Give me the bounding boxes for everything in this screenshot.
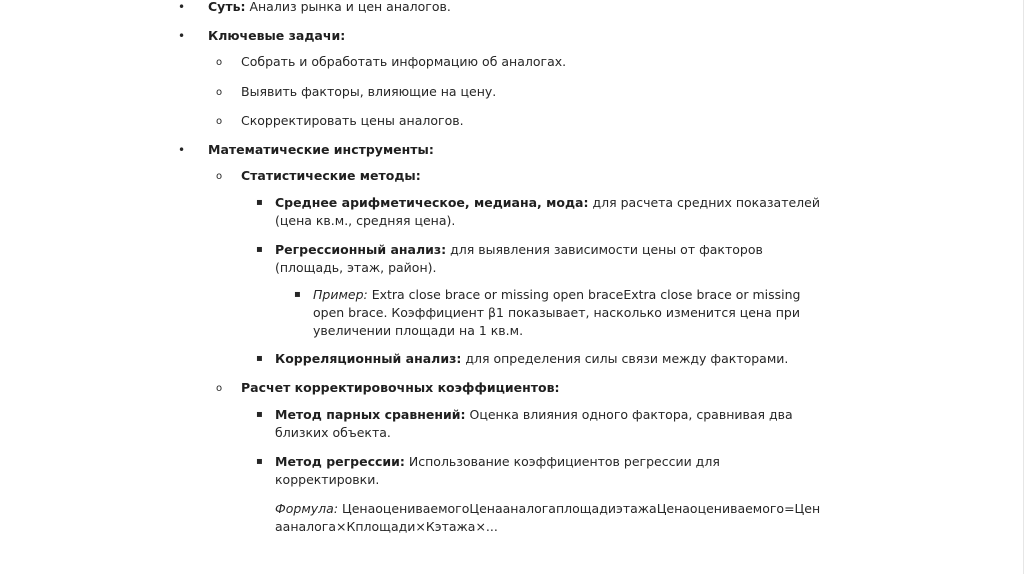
regression-label: Регрессионный анализ:: [275, 242, 447, 257]
regression-item: [256, 241, 763, 277]
example-item: [294, 286, 801, 340]
correlation-item: [256, 350, 789, 368]
example-label: Пример:: [313, 287, 368, 302]
math-tools-item: [178, 141, 434, 159]
bullet-marker: •: [178, 143, 186, 157]
pairs-method-text-continued: близких объекта.: [275, 425, 391, 440]
math-tools-label: Математические инструменты:: [208, 142, 434, 157]
square-bullet-marker: ▪: [256, 353, 263, 364]
regression-text-continued: (площадь, этаж, район).: [275, 260, 437, 275]
stat-methods-item: [216, 167, 421, 185]
essence-item: [178, 0, 451, 16]
coefficients-item: [216, 379, 560, 397]
formula-text-continued: ааналога×Кплощади×Кэтажа×...: [275, 519, 498, 534]
regression-method-text: Использование коэффициентов регрессии для: [404, 454, 720, 469]
regression-method-label: Метод регрессии:: [275, 454, 405, 469]
pairs-method-item: [256, 406, 793, 442]
pairs-method-text: Оценка влияния одного фактора, сравнивая два: [465, 407, 793, 422]
square-bullet-marker: ▪: [294, 289, 301, 300]
essence-text: Анализ рынка и цен аналогов.: [245, 0, 451, 14]
formula-label: Формула:: [275, 501, 339, 516]
key-task-list-item: [216, 53, 567, 71]
key-task-text: Собрать и обработать информацию об аналогах.: [241, 54, 567, 69]
regression-text: для выявления зависимости цены от факторов: [446, 242, 763, 257]
stat-methods-label: Статистические методы:: [241, 168, 421, 183]
formula-text: ЦенаоцениваемогоЦенааналогаплощадиэтажаЦенаоцениваемого=Цен: [338, 501, 821, 516]
essence-label: Суть:: [208, 0, 246, 14]
example-text-line3: увеличении площади на 1 кв.м.: [313, 323, 524, 338]
square-bullet-marker: ▪: [256, 456, 263, 467]
mean-label: Среднее арифметическое, медиана, мода:: [275, 195, 589, 210]
correlation-label: Корреляционный анализ:: [275, 351, 462, 366]
example-text-line2: open brace. Коэффициент β1 показывает, насколько изменится цена при: [313, 305, 800, 320]
mean-text: для расчета средних показателей: [588, 195, 820, 210]
key-task-text: Выявить факторы, влияющие на цену.: [241, 84, 497, 99]
mean-text-continued: (цена кв.м., средняя цена).: [275, 213, 456, 228]
circle-bullet-marker: o: [216, 87, 223, 98]
regression-method-item: [256, 453, 720, 489]
mean-item: [256, 194, 820, 230]
key-task-list-item: [216, 112, 464, 130]
regression-method-text-continued: корректировки.: [275, 472, 380, 487]
pairs-method-label: Метод парных сравнений:: [275, 407, 466, 422]
circle-bullet-marker: o: [216, 383, 223, 394]
key-tasks-label: Ключевые задачи:: [208, 28, 346, 43]
bullet-marker: •: [178, 0, 186, 14]
key-task-text: Скорректировать цены аналогов.: [241, 113, 464, 128]
key-task-list-item: [216, 83, 497, 101]
circle-bullet-marker: o: [216, 116, 223, 127]
square-bullet-marker: ▪: [256, 409, 263, 420]
coefficients-label: Расчет корректировочных коэффициентов:: [241, 380, 560, 395]
circle-bullet-marker: o: [216, 171, 223, 182]
circle-bullet-marker: o: [216, 57, 223, 68]
square-bullet-marker: ▪: [256, 197, 263, 208]
formula-item: [275, 500, 820, 536]
bullet-marker: •: [178, 29, 186, 43]
square-bullet-marker: ▪: [256, 244, 263, 255]
correlation-text: для определения силы связи между факторами.: [461, 351, 789, 366]
example-text: Extra close brace or missing open braceExtra close brace or missing: [367, 287, 801, 302]
key-tasks-item: [178, 27, 346, 45]
